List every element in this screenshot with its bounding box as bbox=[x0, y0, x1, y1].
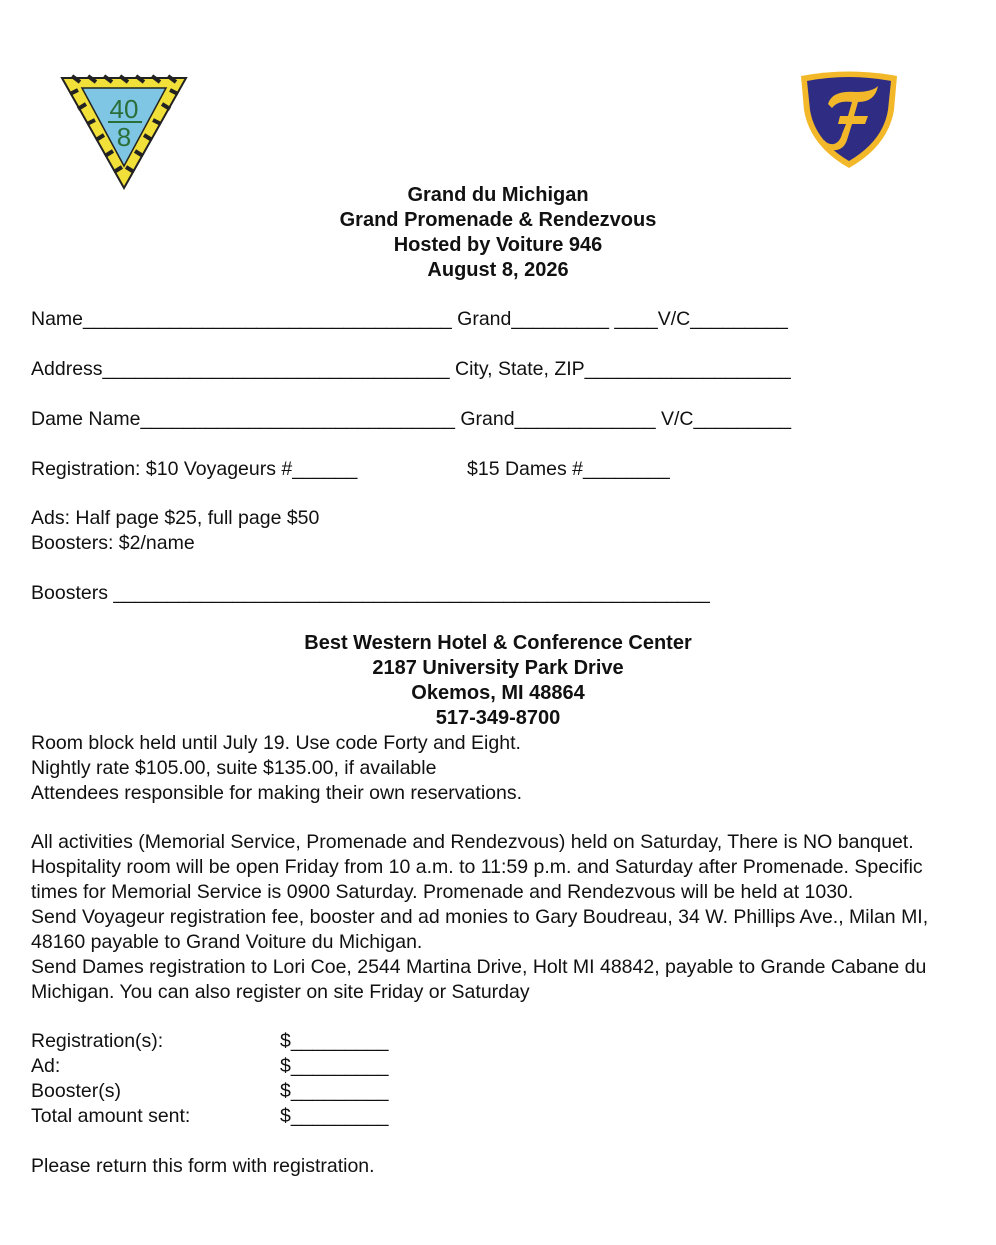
svg-text:8: 8 bbox=[116, 122, 132, 152]
forty-and-eight-triangle-emblem-icon bbox=[60, 74, 188, 190]
return-form-note: Please return this form with registration. bbox=[31, 1155, 375, 1177]
header-line-3: Hosted by Voiture 946 bbox=[393, 234, 603, 256]
hotel-street: 2187 University Park Drive bbox=[372, 657, 624, 679]
dame-name-field-line: Dame Name_____________________________ Grand_____________ V/C_________ bbox=[31, 408, 792, 430]
voyageur-payment-paragraph: Send Voyageur registration fee, booster and ad monies to Gary Boudreau, 34 W. Phillips Ave., Milan MI, 48160 payable to Grand Voiture du Michigan. bbox=[31, 906, 929, 953]
svg-text:40: 40 bbox=[109, 94, 139, 124]
header-line-2: Grand Promenade & Rendezvous bbox=[339, 209, 657, 231]
boosters-pricing: Boosters: $2/name bbox=[31, 532, 195, 554]
f-shield-emblem-icon bbox=[798, 70, 900, 170]
room-block-line: Room block held until July 19. Use code Forty and Eight. bbox=[31, 732, 521, 754]
hotel-name: Best Western Hotel & Conference Center bbox=[304, 632, 692, 654]
dames-payment-paragraph: Send Dames registration to Lori Coe, 2544 Martina Drive, Holt MI 48842, payable to Grande Cabane du Michigan. You can also register on site Friday or Saturday bbox=[31, 956, 927, 1003]
address-field-line: Address________________________________ City, State, ZIP___________________ bbox=[31, 358, 791, 380]
total-sent-blank: $_________ bbox=[280, 1105, 389, 1127]
registration-dames-field: $15 Dames #________ bbox=[467, 458, 670, 480]
nightly-rate-line: Nightly rate $105.00, suite $135.00, if available bbox=[31, 757, 437, 779]
name-field-line: Name__________________________________ Grand_________ ____V/C_________ bbox=[31, 308, 788, 330]
event-header bbox=[0, 183, 996, 283]
room-block-info bbox=[31, 731, 966, 806]
registration-total-blank: $_________ bbox=[280, 1030, 389, 1052]
hotel-city: Okemos, MI 48864 bbox=[411, 682, 585, 704]
ad-total-label: Ad: bbox=[31, 1055, 61, 1077]
activities-paragraph: All activities (Memorial Service, Promenade and Rendezvous) held on Saturday, There is NO banquet. Hospitality room will be open Friday from 10 a.m. to 11:59 p.m. and Saturday after Promenade. Specific times for Memorial Service is 0900 Saturday. Promenade and Rendezvous will be held at 1030. bbox=[31, 831, 923, 903]
header-line-4: August 8, 2026 bbox=[427, 259, 569, 281]
header-line-1: Grand du Michigan bbox=[407, 184, 589, 206]
hotel-phone: 517-349-8700 bbox=[435, 707, 561, 729]
booster-total-label: Booster(s) bbox=[31, 1080, 121, 1102]
registration-voyageurs-field: Registration: $10 Voyageurs #______ bbox=[31, 458, 358, 480]
ad-total-blank: $_________ bbox=[280, 1055, 389, 1077]
booster-total-blank: $_________ bbox=[280, 1080, 389, 1102]
reservation-note-line: Attendees responsible for making their own reservations. bbox=[31, 782, 523, 804]
boosters-field-line: Boosters _______________________________________________________ bbox=[31, 582, 710, 604]
total-sent-label: Total amount sent: bbox=[31, 1105, 191, 1127]
registration-total-label: Registration(s): bbox=[31, 1030, 164, 1052]
hotel-info bbox=[0, 631, 996, 731]
ads-pricing: Ads: Half page $25, full page $50 bbox=[31, 507, 320, 529]
event-details bbox=[31, 830, 966, 1005]
